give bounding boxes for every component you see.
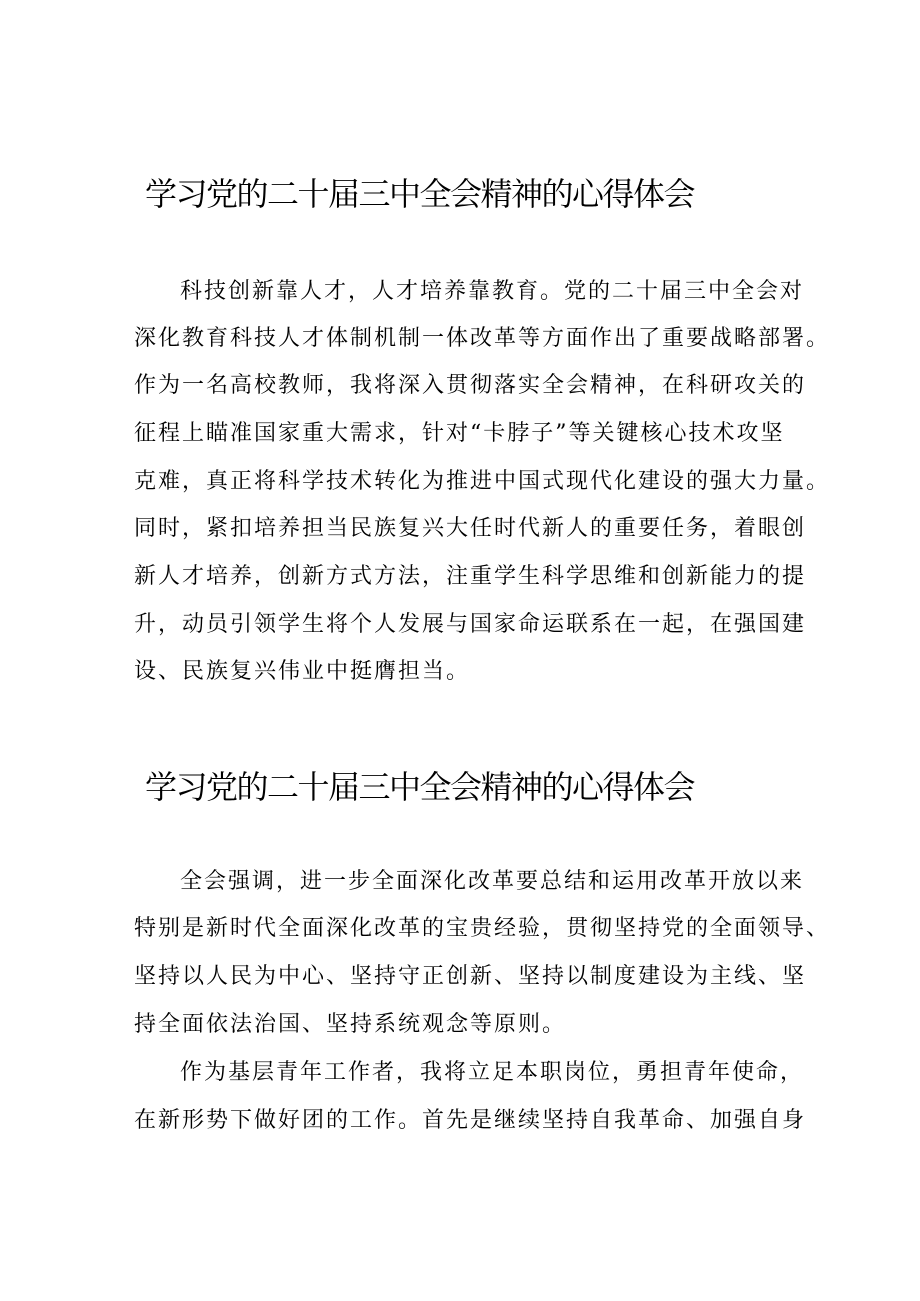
paragraph-line: 设、民族复兴伟业中挺膺担当。 [134,659,471,684]
paragraph-line: 持全面依法治国、坚持系统观念等原则。 [134,1012,567,1037]
paragraph-line: 作为基层青年工作者，我将立足本职岗位，勇担青年使命， [180,1060,805,1085]
paragraph-line: 特别是新时代全面深化改革的宝贵经验，贯彻坚持党的全面领导、 [134,916,831,941]
paragraph-line: 作为一名高校教师，我将深入贯彻落实全会精神，在科研攻关的 [134,373,807,398]
paragraph-line: 新人才培养，创新方式方法，注重学生科学思维和创新能力的提 [134,564,807,589]
paragraph-line: 同时，紧扣培养担当民族复兴大任时代新人的重要任务，着眼创 [134,516,807,541]
paragraph-line: 升，动员引领学生将个人发展与国家命运联系在一起，在强国建 [134,612,807,637]
paragraph-line: 深化教育科技人才体制机制一体改革等方面作出了重要战略部署。 [134,326,831,351]
section-title: 学习党的二十届三中全会精神的心得体会 [145,175,695,213]
paragraph-line: 科技创新靠人才，人才培养靠教育。党的二十届三中全会对 [180,279,805,304]
paragraph-line: 坚持以人民为中心、坚持守正创新、坚持以制度建设为主线、坚 [134,964,807,989]
section-title: 学习党的二十届三中全会精神的心得体会 [145,768,695,806]
paragraph-line: 全会强调，进一步全面深化改革要总结和运用改革开放以来 [180,869,805,894]
paragraph-line: 克难，真正将科学技术转化为推进中国式现代化建设的强大力量。 [134,469,831,494]
paragraph-line: 在新形势下做好团的工作。首先是继续坚持自我革命、加强自身 [134,1108,807,1133]
paragraph-line: 征程上瞄准国家重大需求，针对“卡脖子”等关键核心技术攻坚 [134,421,785,446]
